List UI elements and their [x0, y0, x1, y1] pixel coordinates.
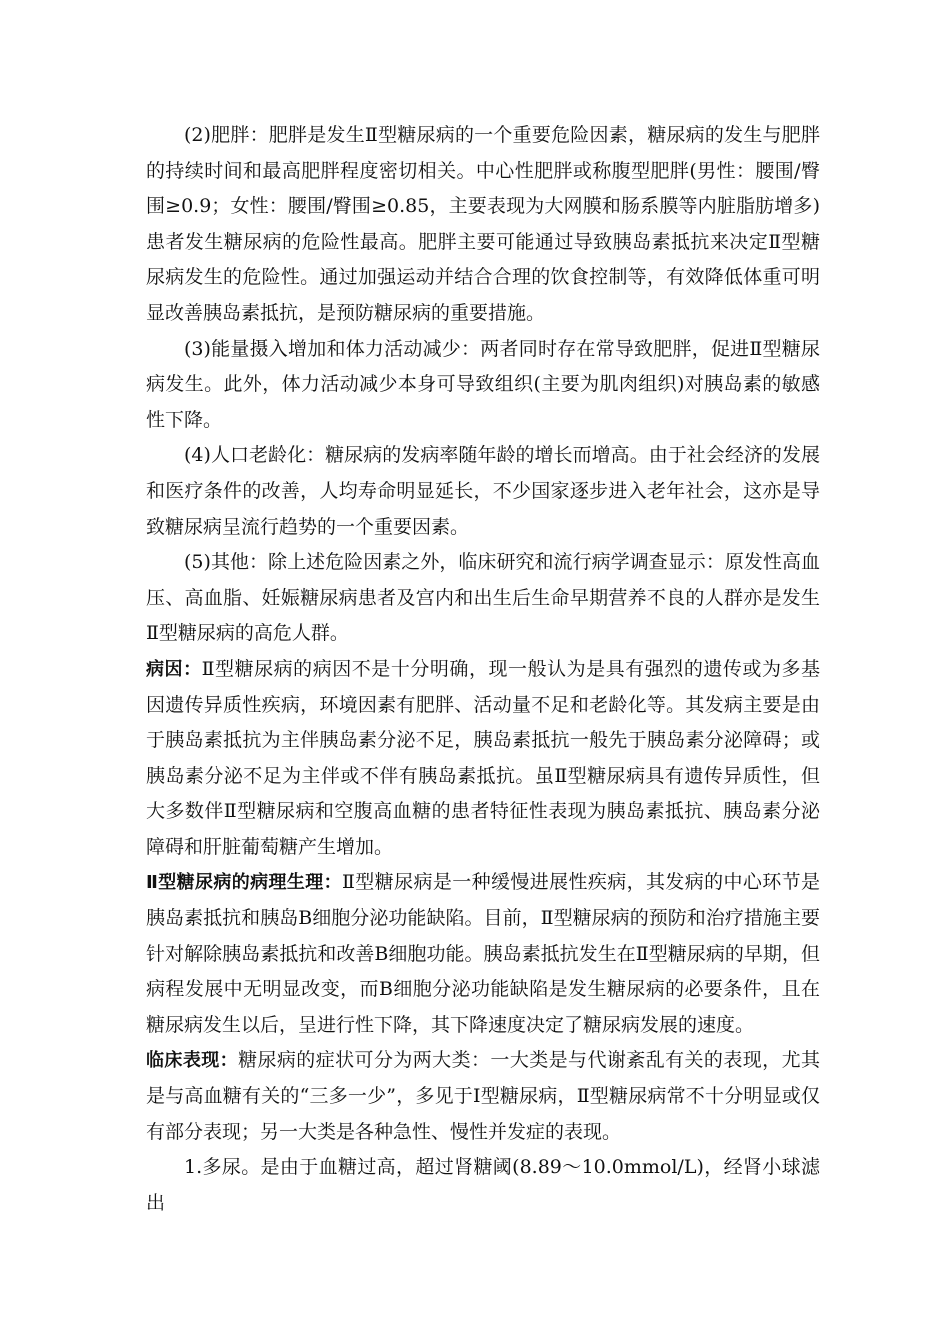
section-etiology	[146, 652, 820, 866]
clinical-text: 糖尿病的症状可分为两大类：一大类是与代谢紊乱有关的表现，尤其是与高血糖有关的“三多一少”，多见于Ⅰ型糖尿病，Ⅱ型糖尿病常不十分明显或仅有部分表现；另一大类是各种急性、慢性并发症的表现。	[146, 1049, 820, 1143]
section-clinical	[146, 1043, 820, 1150]
document-page	[146, 118, 820, 1221]
etiology-text: Ⅱ型糖尿病的病因不是十分明确，现一般认为是具有强烈的遗传或为多基因遗传异质性疾病，环境因素有肥胖、活动量不足和老龄化等。其发病主要是由于胰岛素抵抗为主伴胰岛素分泌不足，胰岛素抵抗一般先于胰岛素分泌障碍；或胰岛素分泌不足为主伴或不伴有胰岛素抵抗。虽Ⅱ型糖尿病具有遗传异质性，但大多数伴Ⅱ型糖尿病和空腹高血糖的患者特征性表现为胰岛素抵抗、胰岛素分泌障碍和肝脏葡萄糖产生增加。	[146, 657, 821, 858]
paragraph-aging: (4)人口老龄化：糖尿病的发病率随年龄的增长而增高。由于社会经济的发展和医疗条件的改善，人均寿命明显延长，不少国家逐步进入老年社会，这亦是导致糖尿病呈流行趋势的一个重要因素。	[146, 444, 820, 538]
pathophysiology-heading: Ⅱ型糖尿病的病理生理：	[146, 872, 343, 894]
paragraph-energy-intake: (3)能量摄入增加和体力活动减少：两者同时存在常导致肥胖，促进Ⅱ型糖尿病发生。此外，体力活动减少本身可导致组织(主要为肌肉组织)对胰岛素的敏感性下降。	[146, 337, 820, 431]
clinical-heading: 临床表现：	[146, 1050, 239, 1072]
pathophysiology-text: Ⅱ型糖尿病是一种缓慢进展性疾病，其发病的中心环节是胰岛素抵抗和胰岛B细胞分泌功能缺陷。目前，Ⅱ型糖尿病的预防和治疗措施主要针对解除胰岛素抵抗和改善B细胞功能。胰岛素抵抗发生在Ⅱ型糖尿病的早期，但病程发展中无明显改变，而B细胞分泌功能缺陷是发生糖尿病的必要条件，且在糖尿病发生以后，呈进行性下降，其下降速度决定了糖尿病发展的速度。	[146, 871, 820, 1036]
paragraph-obesity: (2)肥胖：肥胖是发生Ⅱ型糖尿病的一个重要危险因素，糖尿病的发生与肥胖的持续时间和最高肥胖程度密切相关。中心性肥胖或称腹型肥胖(男性：腰围/臀围≥0.9；女性：腰围/臀围≥0.85，主要表现为大网膜和肠系膜等内脏脂肪增多)患者发生糖尿病的危险性最高。肥胖主要可能通过导致胰岛素抵抗来决定Ⅱ型糖尿病发生的危险性。通过加强运动并结合合理的饮食控制等，有效降低体重可明显改善胰岛素抵抗，是预防糖尿病的重要措施。	[146, 124, 820, 324]
section-pathophysiology	[146, 865, 820, 1043]
etiology-heading: 病因：	[146, 658, 202, 680]
paragraph-polyuria: 1.多尿。是由于血糖过高，超过肾糖阈(8.89～10.0mmol/L)，经肾小球滤出	[146, 1156, 820, 1214]
paragraph-other-factors: (5)其他：除上述危险因素之外，临床研究和流行病学调查显示：原发性高血压、高血脂、妊娠糖尿病患者及宫内和出生后生命早期营养不良的人群亦是发生Ⅱ型糖尿病的高危人群。	[146, 551, 820, 645]
